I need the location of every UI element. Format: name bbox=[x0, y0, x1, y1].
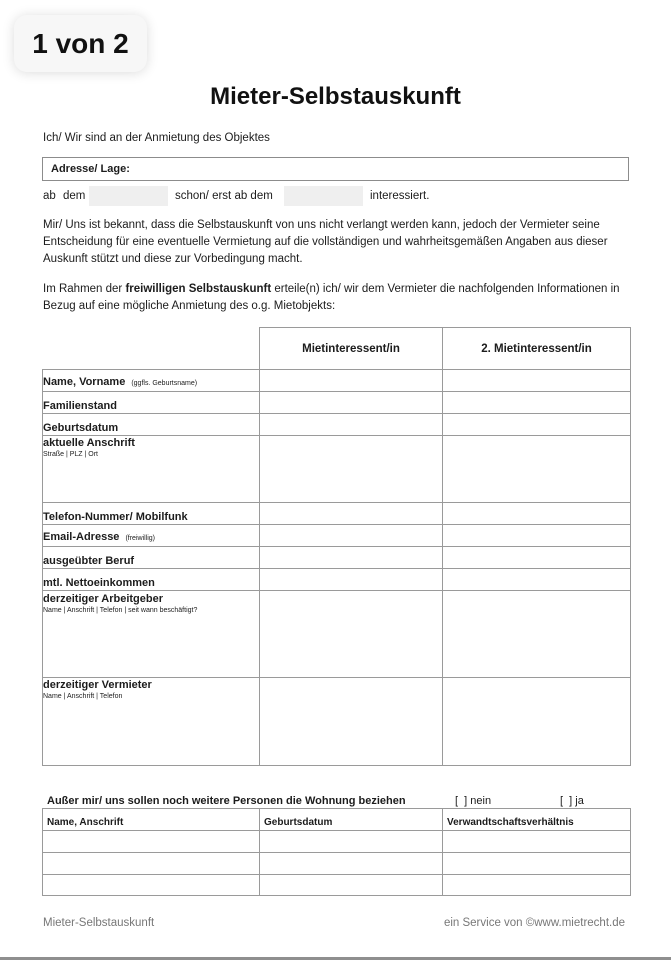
row-label-text: aktuelle Anschrift bbox=[43, 437, 135, 449]
occupant-name-cell bbox=[43, 831, 260, 853]
row-label-text: derzeitiger Vermieter bbox=[43, 679, 152, 691]
occupants-question: Außer mir/ uns sollen noch weitere Personen die Wohnung beziehen bbox=[47, 795, 406, 807]
table-row bbox=[43, 436, 631, 503]
column-header-applicant-2: 2. Mietinteressent/in bbox=[443, 328, 631, 370]
row-label-text: Name, Vorname bbox=[43, 376, 126, 388]
applicant-1-cell bbox=[260, 678, 443, 766]
row-label-current-address bbox=[43, 436, 260, 503]
page-indicator-text: 1 von 2 bbox=[32, 27, 129, 59]
applicant-2-cell bbox=[443, 436, 631, 503]
row-note: Name | Anschrift | Telefon | seit wann beschäftigt? bbox=[43, 607, 198, 614]
occupant-relationship-cell bbox=[443, 831, 631, 853]
applicant-1-cell bbox=[260, 569, 443, 591]
applicant-1-cell bbox=[260, 525, 443, 547]
occupant-relationship-cell bbox=[443, 853, 631, 875]
address-label: Adresse/ Lage: bbox=[51, 163, 130, 175]
move-in-date-from-field[interactable] bbox=[89, 186, 168, 206]
row-label-text: Email-Adresse bbox=[43, 531, 120, 543]
table-row bbox=[43, 392, 631, 414]
row-label-net-income: mtl. Nettoeinkommen bbox=[43, 569, 260, 591]
applicant-2-cell bbox=[443, 503, 631, 525]
row-label-birth-date: Geburtsdatum bbox=[43, 414, 260, 436]
column-header-birth-date: Geburtsdatum bbox=[260, 809, 443, 831]
footer-left-text: Mieter-Selbstauskunft bbox=[43, 917, 155, 929]
applicant-1-cell bbox=[260, 547, 443, 569]
address-box bbox=[42, 157, 629, 181]
occupant-birth-date-cell bbox=[260, 831, 443, 853]
applicant-2-cell bbox=[443, 591, 631, 678]
notice-line: Auskunft stützt und diese zur Vorbedingung macht. bbox=[43, 253, 303, 265]
table-row bbox=[43, 875, 631, 896]
column-header-relationship: Verwandtschaftsverhältnis bbox=[443, 809, 631, 831]
row-label-text: derzeitiger Arbeitgeber bbox=[43, 593, 164, 605]
row-label-marital-status: Familienstand bbox=[43, 392, 260, 414]
row-note: (freiwillig) bbox=[125, 535, 155, 542]
date-prefix: ab dem bbox=[43, 190, 86, 202]
occupant-birth-date-cell bbox=[260, 875, 443, 896]
notice-line: Entscheidung für eine eventuelle Vermietung auf die vollständigen und wahrheitsgemäßen Angaben aus dieser bbox=[43, 236, 608, 248]
table-row bbox=[43, 569, 631, 591]
column-header-applicant-1: Mietinteressent/in bbox=[260, 328, 443, 370]
date-suffix: interessiert. bbox=[370, 190, 430, 202]
occupant-relationship-cell bbox=[443, 875, 631, 896]
table-row bbox=[43, 678, 631, 766]
occupants-table bbox=[42, 808, 631, 896]
table-row bbox=[43, 414, 631, 436]
consent-bold: freiwilligen Selbstauskunft bbox=[125, 283, 272, 295]
date-middle-text: schon/ erst ab dem bbox=[175, 190, 273, 202]
table-row bbox=[43, 591, 631, 678]
consent-after: erteile(n) ich/ wir dem Vermieter die nachfolgenden Informationen in bbox=[271, 283, 620, 295]
applicant-1-cell bbox=[260, 503, 443, 525]
applicant-table bbox=[42, 327, 631, 766]
applicant-header-row bbox=[43, 328, 631, 370]
row-note: Name | Anschrift | Telefon bbox=[43, 693, 123, 700]
row-label-phone: Telefon-Nummer/ Mobilfunk bbox=[43, 503, 260, 525]
table-row bbox=[43, 831, 631, 853]
applicant-2-cell bbox=[443, 525, 631, 547]
footer-right-text: ein Service von ©www.mietrecht.de bbox=[443, 917, 625, 929]
table-row bbox=[43, 503, 631, 525]
applicant-1-cell bbox=[260, 436, 443, 503]
table-row bbox=[43, 853, 631, 875]
row-label-landlord bbox=[43, 678, 260, 766]
applicant-1-cell bbox=[260, 591, 443, 678]
consent-line bbox=[43, 281, 620, 298]
column-header-name-address: Name, Anschrift bbox=[43, 809, 260, 831]
applicant-2-cell bbox=[443, 370, 631, 392]
occupant-name-cell bbox=[43, 853, 260, 875]
applicant-2-cell bbox=[443, 414, 631, 436]
row-label-name bbox=[43, 370, 260, 392]
row-label-employer bbox=[43, 591, 260, 678]
intro-text: Ich/ Wir sind an der Anmietung des Objektes bbox=[43, 132, 270, 144]
page-indicator-badge bbox=[14, 15, 147, 72]
table-row bbox=[43, 525, 631, 547]
row-label-email bbox=[43, 525, 260, 547]
notice-line: Mir/ Uns ist bekannt, dass die Selbstauskunft von uns nicht verlangt werden kann, jedoch der Vermieter seine bbox=[43, 219, 600, 231]
occupants-option-yes: [ ] ja bbox=[560, 795, 584, 807]
occupant-name-cell bbox=[43, 875, 260, 896]
occupants-header-row bbox=[43, 809, 631, 831]
document-title: Mieter-Selbstauskunft bbox=[210, 83, 461, 110]
applicant-2-cell bbox=[443, 569, 631, 591]
table-row bbox=[43, 370, 631, 392]
table-row bbox=[43, 547, 631, 569]
consent-paragraph bbox=[43, 281, 620, 315]
consent-line-2: Bezug auf eine mögliche Anmietung des o.g. Mietobjekts: bbox=[43, 300, 336, 312]
occupant-birth-date-cell bbox=[260, 853, 443, 875]
consent-before: Im Rahmen der bbox=[43, 283, 126, 295]
applicant-1-cell bbox=[260, 370, 443, 392]
row-label-occupation: ausgeübter Beruf bbox=[43, 547, 260, 569]
header-empty-cell bbox=[43, 328, 260, 370]
applicant-1-cell bbox=[260, 392, 443, 414]
applicant-2-cell bbox=[443, 678, 631, 766]
notice-paragraph bbox=[43, 217, 608, 268]
applicant-1-cell bbox=[260, 414, 443, 436]
row-note: (ggfls. Geburtsname) bbox=[131, 380, 198, 387]
row-note: Straße | PLZ | Ort bbox=[43, 451, 98, 458]
applicant-2-cell bbox=[443, 392, 631, 414]
move-in-date-until-field[interactable] bbox=[284, 186, 363, 206]
occupants-option-no: [ ] nein bbox=[455, 795, 492, 807]
applicant-2-cell bbox=[443, 547, 631, 569]
